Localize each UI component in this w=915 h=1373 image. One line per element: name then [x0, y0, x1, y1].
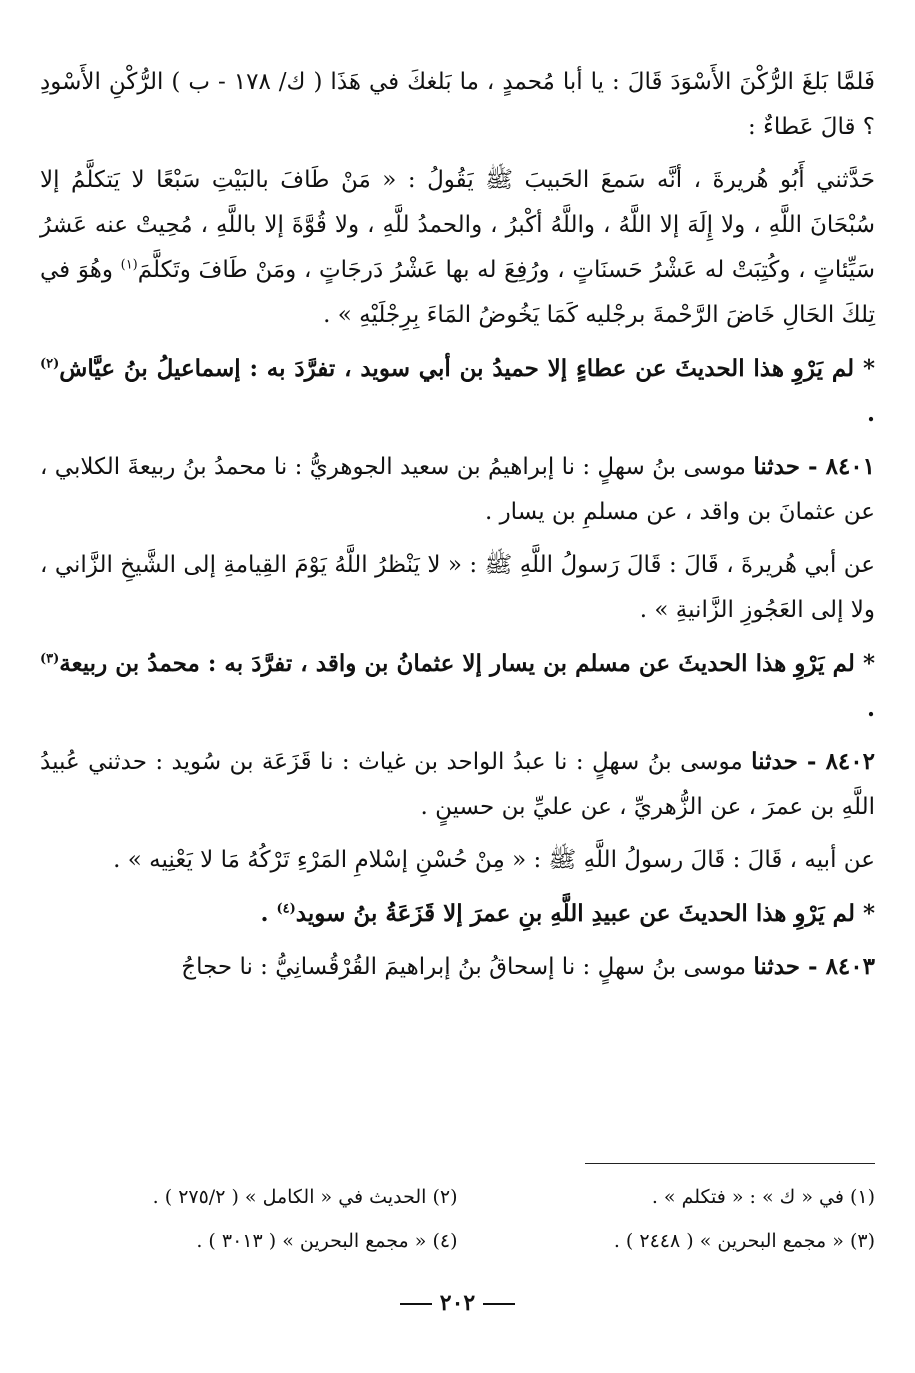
footnote-4: (٤) « مجمع البحرين » ( ٣٠١٣ ) . [196, 1230, 458, 1252]
hadith-number: ٨٤٠١ - حدثنا [753, 453, 876, 480]
paragraph-text: عن أبيه ، قَالَ : قَالَ رسولُ اللَّهِ ﷺ : « مِنْ حُسْنِ إسْلامِ المَرْءِ تَرْكُهُ مَا لا يَعْنِيه » . [113, 847, 875, 873]
paragraph-text: حَدَّثني أَبُو هُريرةَ ، أنَّه سَمعَ الحَبيبَ ﷺ يَقُولُ : « مَنْ طَافَ بالبَيْتِ سَبْعًا لا يَتكلَّمُ إلا سُبْحَانَ اللَّهِ ، ولا إِلَهَ إلا اللَّهُ ، واللَّهُ أكْبرُ ، والحمدُ للَّهِ ، ولا قُوَّةَ إلا باللَّهِ ، مُحِيتْ عنه عَشرُ سَيِّئاتٍ ، وكُتِبَتْ له عَشْرُ حَسنَاتٍ ، ورُفِعَ له بها عَشْرُ دَرجَاتٍ ، ومَنْ طَافَ وتَكلَّمَ [40, 167, 876, 283]
paragraph-text: . [260, 900, 277, 927]
footnote-row [40, 1175, 875, 1219]
paragraph-intro [40, 60, 875, 150]
paragraph-text: * لم يَرْوِ هذا الحديثَ عن عطاءٍ إلا حميدُ بن أبي سويد ، تفرَّدَ به : إسماعيلُ بنُ عيَّاش [59, 355, 875, 382]
footnote-2: (٢) الحديث في « الكامل » ( ٢٧٥/٢ ) . [152, 1186, 458, 1208]
paragraph-hadith-text [40, 543, 875, 633]
hadith-number: ٨٤٠٢ - حدثنا [751, 748, 875, 775]
footnote-ref[interactable]: (٣) [40, 651, 60, 667]
paragraph-text: . [866, 695, 875, 722]
paragraph-hadith-8402 [40, 739, 875, 830]
paragraph-text: * لم يَرْوِ هذا الحديثَ عن مسلم بن يسار إلا عثمانُ بن واقد ، تفرَّدَ به : محمدُ بن ربيعة [59, 650, 875, 677]
footnote-3: (٣) « مجمع البحرين » ( ٢٤٤٨ ) . [613, 1230, 875, 1252]
footnote-ref[interactable]: (١) [120, 257, 138, 273]
paragraph-text: * لم يَرْوِ هذا الحديثَ عن عبيدِ اللَّهِ بنِ عمرَ إلا قَزَعَةُ بنُ سويد [295, 900, 875, 927]
footnote-ref[interactable]: (٤) [276, 901, 296, 917]
paragraph-hadith-text [40, 158, 875, 338]
paragraph-text: موسى بنُ سهلٍ : نا إسحاقُ بنُ إبراهيمَ القُرْقُسانِيُّ : نا حجاجُ [181, 954, 754, 980]
footnote-divider [585, 1163, 875, 1164]
footnote-1: (١) في « ك » : « فتكلم » . [651, 1186, 875, 1208]
footnotes [40, 1175, 875, 1263]
hadith-number: ٨٤٠٣ - حدثنا [753, 953, 875, 980]
paragraph-note [40, 346, 875, 436]
paragraph-text: . [866, 400, 875, 427]
paragraph-note [40, 891, 875, 936]
footnote-row [40, 1219, 875, 1263]
paragraph-text: عن أبي هُريرةَ ، قَالَ : قَالَ رَسولُ اللَّهِ ﷺ : « لا يَنْظرُ اللَّهُ يَوْمَ القِيامةِ إلى الشَّيخِ الزَّاني ، ولا إلى العَجُوزِ الزَّانيةِ » . [40, 552, 875, 623]
page-number-text: ٢٠٢ [439, 1290, 476, 1316]
paragraph-hadith-text [40, 838, 875, 883]
dash-left [400, 1303, 432, 1305]
page-body [40, 60, 875, 998]
paragraph-text: موسى بنُ سهلٍ : نا إبراهيمُ بن سعيد الجوهريُّ : نا محمدُ بنُ ربيعةَ الكلابي ، عن عثمانَ بن واقد ، عن مسلمِ بن يسار . [40, 454, 875, 525]
paragraph-note [40, 641, 875, 731]
page-number [0, 1290, 915, 1316]
paragraph-hadith-8401 [40, 444, 875, 535]
dash-right [483, 1303, 515, 1305]
paragraph-text: موسى بنُ سهلٍ : نا عبدُ الواحد بن غياث : نا قَزَعَة بن سُويد : حدثني عُبيدُ اللَّهِ بن عمرَ ، عن الزُّهريِّ ، عن عليِّ بن حسينٍ . [40, 749, 875, 820]
paragraph-hadith-8403 [40, 944, 875, 990]
paragraph-text: وهُوَ في تِلكَ الحَالِ خَاضَ الرَّحْمةَ برجْليه كَمَا يَخُوضُ المَاءَ بِرِجْلَيْهِ » . [40, 257, 875, 328]
footnote-ref[interactable]: (٢) [40, 356, 60, 372]
paragraph-text: فَلمَّا بَلغَ الرُّكْنَ الأَسْوَدَ قَالَ : يا أبا مُحمدٍ ، ما بَلغكَ في هَذَا ( ك/ ١٧٨ - ب ) الرُّكْنِ الأَسْودِ ؟ قالَ عَطاءٌ : [40, 69, 875, 140]
